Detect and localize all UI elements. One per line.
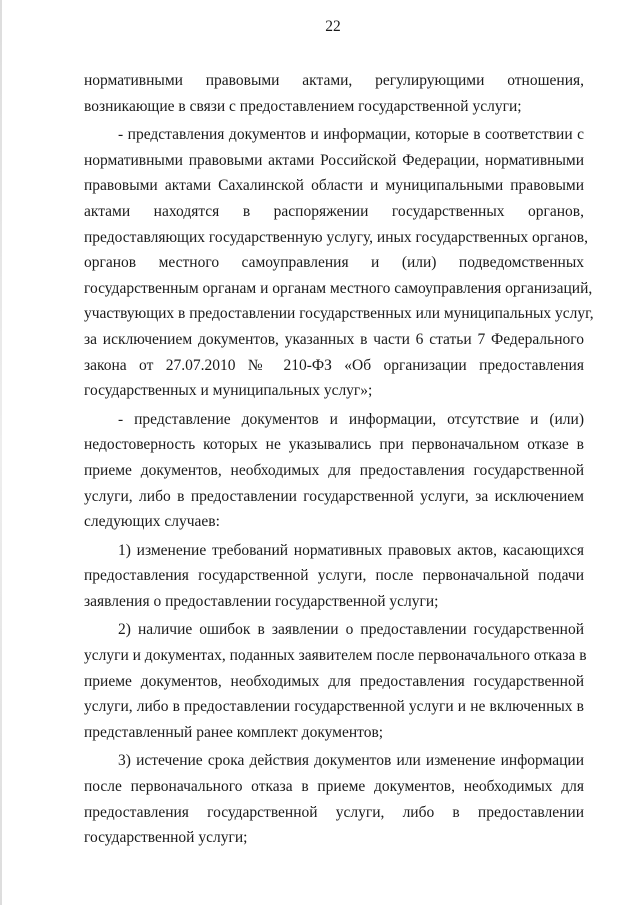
text-line: следующих случаев: — [84, 513, 220, 531]
text-line: возникающие в связи с предоставлением государственной услуги; — [84, 97, 522, 115]
paragraph — [84, 538, 584, 615]
text-line: приеме документов, необходимых для предоставления государственной — [84, 461, 584, 479]
text-line: услуги, либо в предоставлении государственной услуги и не включенных в — [84, 698, 584, 716]
text-line: заявления о предоставлении государственной услуги; — [84, 592, 439, 610]
text-line: участвующих в предоставлении государственных или муниципальных услуг, — [84, 305, 594, 323]
text-line: нормативными правовыми актами, регулирующими отношения, — [84, 72, 584, 89]
text-line: 3) истечение срока действия документов или изменение информации — [118, 752, 584, 770]
text-line: органов местного самоуправления и (или) подведомственных — [84, 254, 584, 272]
scan-edge — [0, 0, 2, 905]
paragraph — [84, 407, 584, 535]
text-line: - представления документов и информации, которые в соответствии с — [118, 126, 584, 144]
text-line: услуги, либо в предоставлении государственной услуги, за исключением — [84, 487, 584, 505]
text-line: закона от 27.07.2010 № 210-ФЗ «Об организации предоставления — [84, 356, 584, 374]
text-line: 1) изменение требований нормативных правовых актов, касающихся — [118, 541, 584, 559]
text-line: предоставления государственной услуги, либо в предоставлении — [84, 803, 584, 821]
paragraph — [84, 617, 587, 745]
text-line: услуги и документах, поданных заявителем после первоначального отказа в — [84, 647, 587, 665]
paragraph — [84, 748, 584, 850]
text-line: - представление документов и информации, отсутствие и (или) — [118, 410, 584, 428]
text-line: предоставления государственной услуги, после первоначальной подачи — [84, 567, 584, 585]
paragraph — [84, 68, 584, 119]
text-line: после первоначального отказа в приеме документов, необходимых для — [84, 778, 584, 796]
text-line: за исключением документов, указанных в части 6 статьи 7 Федерального — [84, 330, 584, 348]
text-line: недостоверность которых не указывались при первоначальном отказе в — [84, 436, 584, 454]
text-line: государственных и муниципальных услуг»; — [84, 382, 373, 400]
text-line: актами находятся в распоряжении государственных органов, — [84, 202, 584, 220]
document-body — [84, 68, 594, 854]
text-line: государственной услуги; — [84, 829, 248, 847]
page-number: 22 — [325, 18, 341, 35]
text-line: государственным органам и органам местного самоуправления организаций, — [84, 279, 593, 297]
text-line: представленный ранее комплект документов; — [84, 723, 384, 741]
text-line: правовыми актами Сахалинской области и муниципальными правовыми — [84, 177, 584, 195]
text-line: нормативными правовыми актами Российской Федерации, нормативными — [84, 151, 584, 169]
text-line: приеме документов, необходимых для предоставления государственной — [84, 672, 584, 690]
text-line: предоставляющих государственную услугу, иных государственных органов, — [84, 228, 588, 246]
text-line: 2) наличие ошибок в заявлении о предоставлении государственной — [118, 621, 584, 639]
paragraph — [84, 122, 594, 404]
